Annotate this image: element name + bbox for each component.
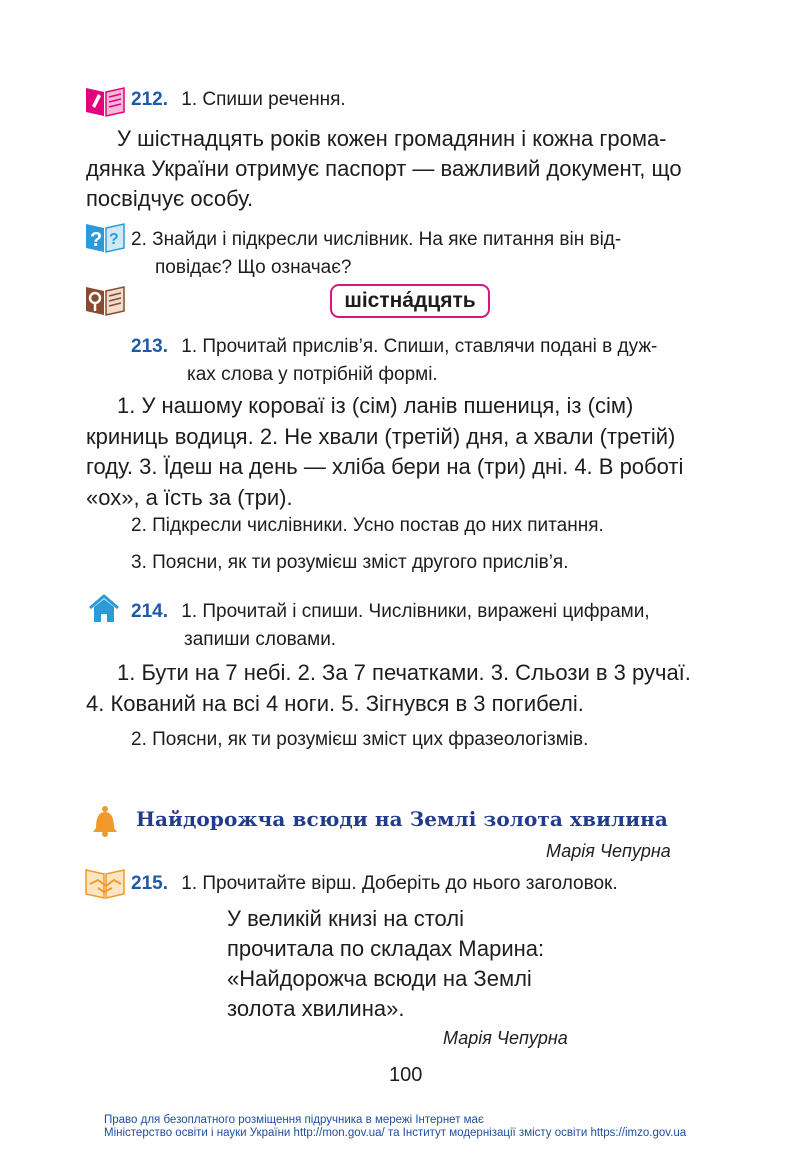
exercise-214-text bbox=[86, 657, 691, 719]
exercise-212-heading bbox=[131, 89, 346, 111]
exercise-215-heading bbox=[131, 873, 618, 895]
exercise-214-heading bbox=[131, 598, 650, 654]
footer-line: Право для безоплатного розміщення підручника в мережі Інтернет має bbox=[104, 1114, 484, 1126]
exercise-214-task2: 2. Поясни, як ти розумієш зміст цих фразеологізмів. bbox=[131, 729, 589, 750]
exercise-number: 213. bbox=[131, 336, 168, 357]
exercise-212-text bbox=[86, 124, 682, 214]
home-icon bbox=[87, 594, 121, 629]
text-line: 1. Бути на 7 небі. 2. За 7 печатками. 3. Сльози в 3 ручаї. bbox=[117, 660, 691, 685]
exercise-213-task3: 3. Поясни, як ти розумієш зміст другого прислів’я. bbox=[131, 552, 569, 573]
poem bbox=[227, 904, 544, 1024]
exercise-number: 214. bbox=[131, 601, 168, 622]
section-author: Марія Чепурна bbox=[546, 841, 671, 861]
section-title: Найдорожча всюди на Землі золота хвилина bbox=[136, 807, 668, 831]
vocabulary-word-box: шістна́дцять bbox=[330, 284, 490, 318]
text-line: 4. Кований на всі 4 ноги. 5. Зігнувся в 3 погибелі. bbox=[86, 691, 584, 716]
task-line: 213. 1. Прочитай прислів’я. Спиши, ставлячи подані в дуж- bbox=[131, 336, 658, 357]
handshake-icon bbox=[84, 866, 126, 905]
exercise-task: 1. Прочитайте вірш. Доберіть до нього заголовок. bbox=[181, 873, 618, 894]
text-line: криниць водиця. 2. Не хвали (третій) дня, а хвали (третій) bbox=[86, 423, 676, 449]
poem-line: прочитала по складах Марина: bbox=[227, 936, 545, 961]
writing-icon bbox=[84, 84, 126, 123]
poem-line: золота хвилина». bbox=[227, 996, 405, 1021]
exercise-213-text bbox=[86, 391, 683, 513]
svg-text:?: ? bbox=[109, 231, 119, 248]
task-line: ках слова у потрібній формі. bbox=[187, 364, 438, 385]
exercise-number: 215. bbox=[131, 873, 168, 894]
task-line: 214. 1. Прочитай і спиши. Числівники, виражені цифрами, bbox=[131, 601, 650, 622]
footer-line: Міністерство освіти і науки України http://mon.gov.ua/ та Інститут модернізації змісту освіти https://imzo.gov.ua bbox=[104, 1127, 687, 1139]
svg-text:?: ? bbox=[90, 229, 103, 251]
text-line: посвідчує особу. bbox=[86, 186, 254, 211]
exercise-213-heading bbox=[131, 333, 657, 389]
text-line: У шістнадцять років кожен громадянин і кожна грома- bbox=[117, 126, 667, 151]
text-line: году. 3. Їдеш на день — хліба бери на (три) дні. 4. В роботі bbox=[86, 454, 684, 479]
question-icon bbox=[84, 220, 126, 259]
dictionary-icon bbox=[84, 283, 126, 322]
task-line: запиши словами. bbox=[184, 629, 337, 650]
text-line: 1. У нашому короваї із (сім) ланів пшениця, із (сім) bbox=[117, 393, 634, 418]
poem-line: «Найдорожча всюди на Землі bbox=[227, 966, 532, 991]
page-number: 100 bbox=[389, 1064, 423, 1086]
task-line: повідає? Що означає? bbox=[155, 257, 352, 278]
exercise-number: 212. bbox=[131, 89, 168, 110]
text-line: «ох», а їсть за (три). bbox=[86, 484, 293, 510]
text-line: дянка України отримує паспорт — важливий документ, що bbox=[86, 156, 682, 181]
task-line: 2. Знайди і підкресли числівник. На яке питання він від- bbox=[131, 229, 622, 250]
exercise-212-task2 bbox=[131, 226, 621, 282]
exercise-task: 1. Спиши речення. bbox=[181, 89, 346, 110]
poem-line: У великій книзі на столі bbox=[227, 906, 465, 931]
poem-author: Марія Чепурна bbox=[443, 1028, 568, 1048]
exercise-213-task2: 2. Підкресли числівники. Усно постав до них питання. bbox=[131, 515, 604, 536]
bell-icon bbox=[90, 804, 120, 843]
